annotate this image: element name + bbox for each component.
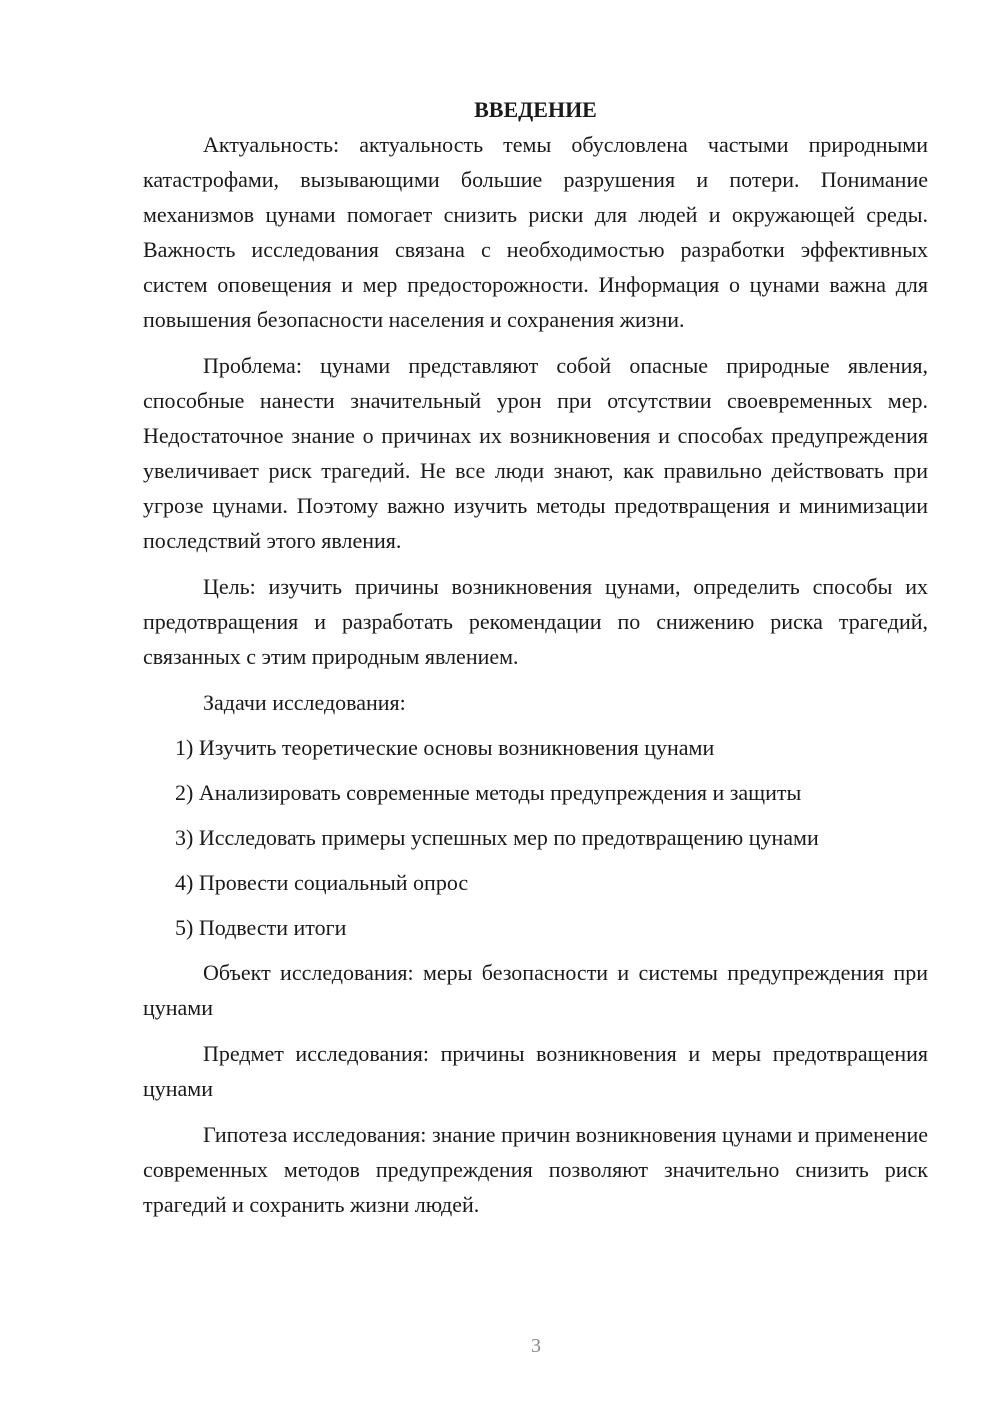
hypothesis-paragraph: Гипотеза исследования: знание причин возникновения цунами и применение современных методов предупреждения позволяют значительно снизить риск трагедий и сохранить жизни людей.: [143, 1122, 928, 1217]
problem-paragraph: Проблема: цунами представляют собой опасные природные явления, способные нанести значительный урон при отсутствии своевременных мер. Недостаточное знание о причинах их возникновения и способах предупреждения увеличивает риск трагедий. Не все люди знают, как правильно действовать при угрозе цунами. Поэтому важно изучить методы предотвращения и минимизации последствий этого явления.: [143, 353, 928, 553]
page-title: ВВЕДЕНИЕ: [474, 97, 597, 122]
task-item: 1) Изучить теоретические основы возникновения цунами: [175, 735, 715, 760]
tasks-heading: Задачи исследования:: [203, 690, 406, 715]
subject-paragraph: Предмет исследования: причины возникновения и меры предотвращения цунами: [143, 1041, 928, 1101]
task-item: 3) Исследовать примеры успешных мер по предотвращению цунами: [175, 825, 819, 850]
goal-paragraph: Цель: изучить причины возникновения цунами, определить способы их предотвращения и разработать рекомендации по снижению риска трагедий, связанных с этим природным явлением.: [143, 574, 928, 669]
task-item: 4) Провести социальный опрос: [175, 870, 469, 895]
object-paragraph: Объект исследования: меры безопасности и системы предупреждения при цунами: [143, 960, 928, 1020]
task-item: 5) Подвести итоги: [175, 915, 347, 940]
document-page: [143, 92, 928, 1222]
relevance-paragraph: Актуальность: актуальность темы обусловлена частыми природными катастрофами, вызывающими большие разрушения и потери. Понимание механизмов цунами помогает снизить риски для людей и окружающей среды. Важность исследования связана с необходимостью разработки эффективных систем оповещения и мер предосторожности. Информация о цунами важна для повышения безопасности населения и сохранения жизни.: [143, 132, 928, 332]
page-number: 3: [531, 1335, 541, 1357]
task-item: 2) Анализировать современные методы предупреждения и защиты: [175, 780, 802, 805]
